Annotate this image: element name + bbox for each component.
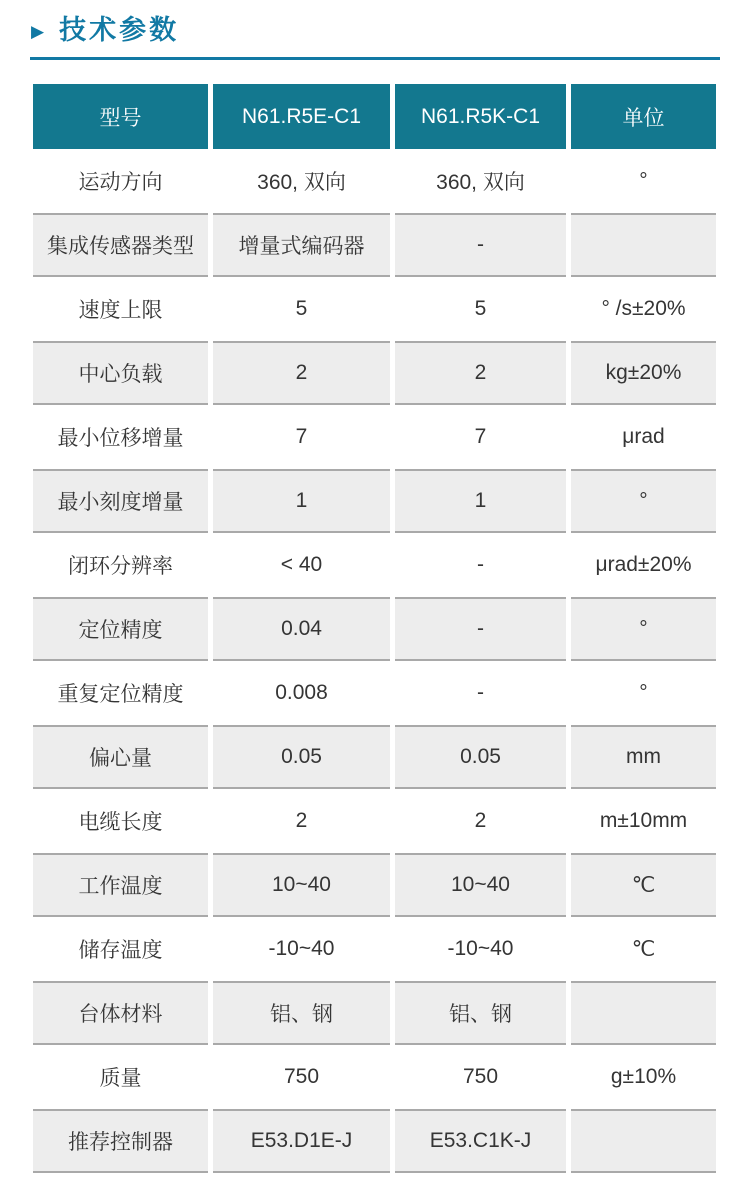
value-cell-n61r5e: 0.04 (213, 597, 390, 661)
table-row (33, 213, 716, 277)
value-cell-n61r5e: 750 (283, 1065, 320, 1089)
unit-cell: ° (639, 169, 648, 193)
param-name-cell: 最小位移增量 (57, 427, 184, 451)
value-cell-n61r5k: - (395, 597, 566, 661)
table-row (33, 405, 716, 469)
param-name-cell: 偏心量 (33, 725, 208, 789)
table-row (33, 469, 716, 533)
unit-cell: ° (571, 469, 716, 533)
value-cell-n61r5e: 5 (295, 297, 308, 321)
value-cell-n61r5k: 10~40 (395, 853, 566, 917)
col-header-n61r5k: N61.R5K-C1 (395, 84, 566, 149)
col-header-n61r5e: N61.R5E-C1 (213, 84, 390, 149)
value-cell-n61r5k: E53.C1K-J (395, 1109, 566, 1173)
unit-cell: m±10mm (599, 809, 688, 833)
value-cell-n61r5k: -10~40 (447, 937, 514, 961)
table-row (33, 597, 716, 661)
value-cell-n61r5k: - (395, 213, 566, 277)
value-cell-n61r5e: -10~40 (268, 937, 335, 961)
value-cell-n61r5k: 7 (474, 425, 487, 449)
value-cell-n61r5k: 5 (474, 297, 487, 321)
spec-table (28, 84, 721, 1173)
value-cell-n61r5e: 铝、钢 (213, 981, 390, 1045)
table-row (33, 341, 716, 405)
unit-cell (571, 213, 716, 277)
col-header-unit: 单位 (571, 84, 716, 149)
unit-cell: kg±20% (571, 341, 716, 405)
value-cell-n61r5e: 7 (295, 425, 308, 449)
table-row (33, 789, 716, 853)
triangle-bullet-icon: ▶ (31, 21, 45, 41)
unit-cell: ℃ (571, 853, 716, 917)
table-row (33, 1109, 716, 1173)
unit-cell: ℃ (631, 937, 656, 961)
table-row (33, 1045, 716, 1109)
unit-cell: μrad (622, 425, 665, 449)
unit-cell (571, 1109, 716, 1173)
param-name-cell: 最小刻度增量 (33, 469, 208, 533)
value-cell-n61r5e: 0.008 (275, 681, 328, 705)
param-name-cell: 推荐控制器 (33, 1109, 208, 1173)
unit-cell: ° (571, 597, 716, 661)
section-title: 技术参数 (59, 15, 180, 45)
param-name-cell: 质量 (99, 1067, 142, 1091)
param-name-cell: 重复定位精度 (57, 683, 184, 707)
table-row (33, 661, 716, 725)
table-row (33, 277, 716, 341)
param-name-cell: 电缆长度 (78, 811, 163, 835)
table-row (33, 917, 716, 981)
value-cell-n61r5k: - (477, 553, 484, 577)
table-row (33, 533, 716, 597)
value-cell-n61r5k: - (477, 681, 484, 705)
table-row (33, 853, 716, 917)
value-cell-n61r5e: 360, 双向 (257, 171, 346, 195)
value-cell-n61r5e: 2 (295, 809, 308, 833)
param-name-cell: 闭环分辨率 (68, 555, 173, 579)
value-cell-n61r5e: 增量式编码器 (213, 213, 390, 277)
param-name-cell: 速度上限 (78, 299, 163, 323)
value-cell-n61r5k: 360, 双向 (436, 171, 525, 195)
value-cell-n61r5e: 2 (213, 341, 390, 405)
unit-cell: ° /s±20% (601, 297, 686, 321)
unit-cell: mm (571, 725, 716, 789)
value-cell-n61r5k: 0.05 (395, 725, 566, 789)
unit-cell: ° (639, 681, 648, 705)
param-name-cell: 储存温度 (78, 939, 163, 963)
value-cell-n61r5k: 1 (395, 469, 566, 533)
table-row (33, 981, 716, 1045)
unit-cell: μrad±20% (595, 553, 692, 577)
table-row (33, 149, 716, 213)
table-body (33, 149, 716, 1173)
param-name-cell: 运动方向 (78, 171, 163, 195)
param-name-cell: 工作温度 (33, 853, 208, 917)
section-header (0, 0, 750, 46)
value-cell-n61r5k: 2 (474, 809, 487, 833)
unit-cell: g±10% (610, 1065, 677, 1089)
param-name-cell: 台体材料 (33, 981, 208, 1045)
table-row (33, 725, 716, 789)
unit-cell (571, 981, 716, 1045)
col-header-model: 型号 (33, 84, 208, 149)
value-cell-n61r5e: < 40 (280, 553, 323, 577)
value-cell-n61r5k: 2 (395, 341, 566, 405)
param-name-cell: 定位精度 (33, 597, 208, 661)
value-cell-n61r5e: 10~40 (213, 853, 390, 917)
value-cell-n61r5e: 1 (213, 469, 390, 533)
value-cell-n61r5k: 铝、钢 (395, 981, 566, 1045)
section-divider (30, 57, 720, 60)
value-cell-n61r5k: 750 (462, 1065, 499, 1089)
param-name-cell: 集成传感器类型 (33, 213, 208, 277)
value-cell-n61r5e: 0.05 (213, 725, 390, 789)
param-name-cell: 中心负载 (33, 341, 208, 405)
table-header-row (33, 84, 716, 149)
value-cell-n61r5e: E53.D1E-J (213, 1109, 390, 1173)
